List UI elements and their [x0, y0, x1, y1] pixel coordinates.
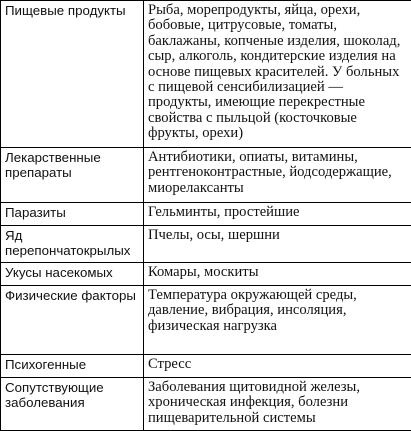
value-cell: Пчелы, осы, шершни — [144, 226, 411, 263]
table-row — [1, 148, 411, 203]
value-cell: Антибиотики, опиаты, витамины, рентгеноконтрастные, йодсодержащие, миорелаксанты — [144, 148, 411, 203]
table-row — [1, 203, 411, 226]
table-row — [1, 286, 411, 355]
table-row — [1, 1, 411, 148]
category-cell: Укусы насекомых — [1, 263, 144, 286]
category-cell: Физические факторы — [1, 286, 144, 355]
category-cell: Паразиты — [1, 203, 144, 226]
category-cell: Яд перепончатокрылых — [1, 226, 144, 263]
value-cell: Комары, москиты — [144, 263, 411, 286]
table-row — [1, 378, 411, 431]
value-cell: Гельминты, простейшие — [144, 203, 411, 226]
value-cell: Заболевания щитовидной железы, хроническая инфекция, болезни пищеварительной системы — [144, 378, 411, 431]
category-cell: Психогенные — [1, 355, 144, 378]
value-cell: Рыба, морепродукты, яйца, орехи, бобовые, цитрусовые, томаты, баклажаны, копченые изделия, шоколад, сыр, алкоголь, кондитерские изделия на основе пищевых красителей. У больных с пищевой сенсибилизацией — продукты, имеющие перекрестные свойства с пыльцой (косточковые фрукты, орехи) — [144, 1, 411, 148]
category-cell: Сопутствующие заболевания — [1, 378, 144, 431]
value-cell: Температура окружающей среды, давление, вибрация, инсоляция, физическая нагрузка — [144, 286, 411, 355]
value-cell: Стресс — [144, 355, 411, 378]
table-row — [1, 263, 411, 286]
category-cell: Лекарственные препараты — [1, 148, 144, 203]
category-cell: Пищевые продукты — [1, 1, 144, 148]
table-row — [1, 226, 411, 263]
table-row — [1, 355, 411, 378]
